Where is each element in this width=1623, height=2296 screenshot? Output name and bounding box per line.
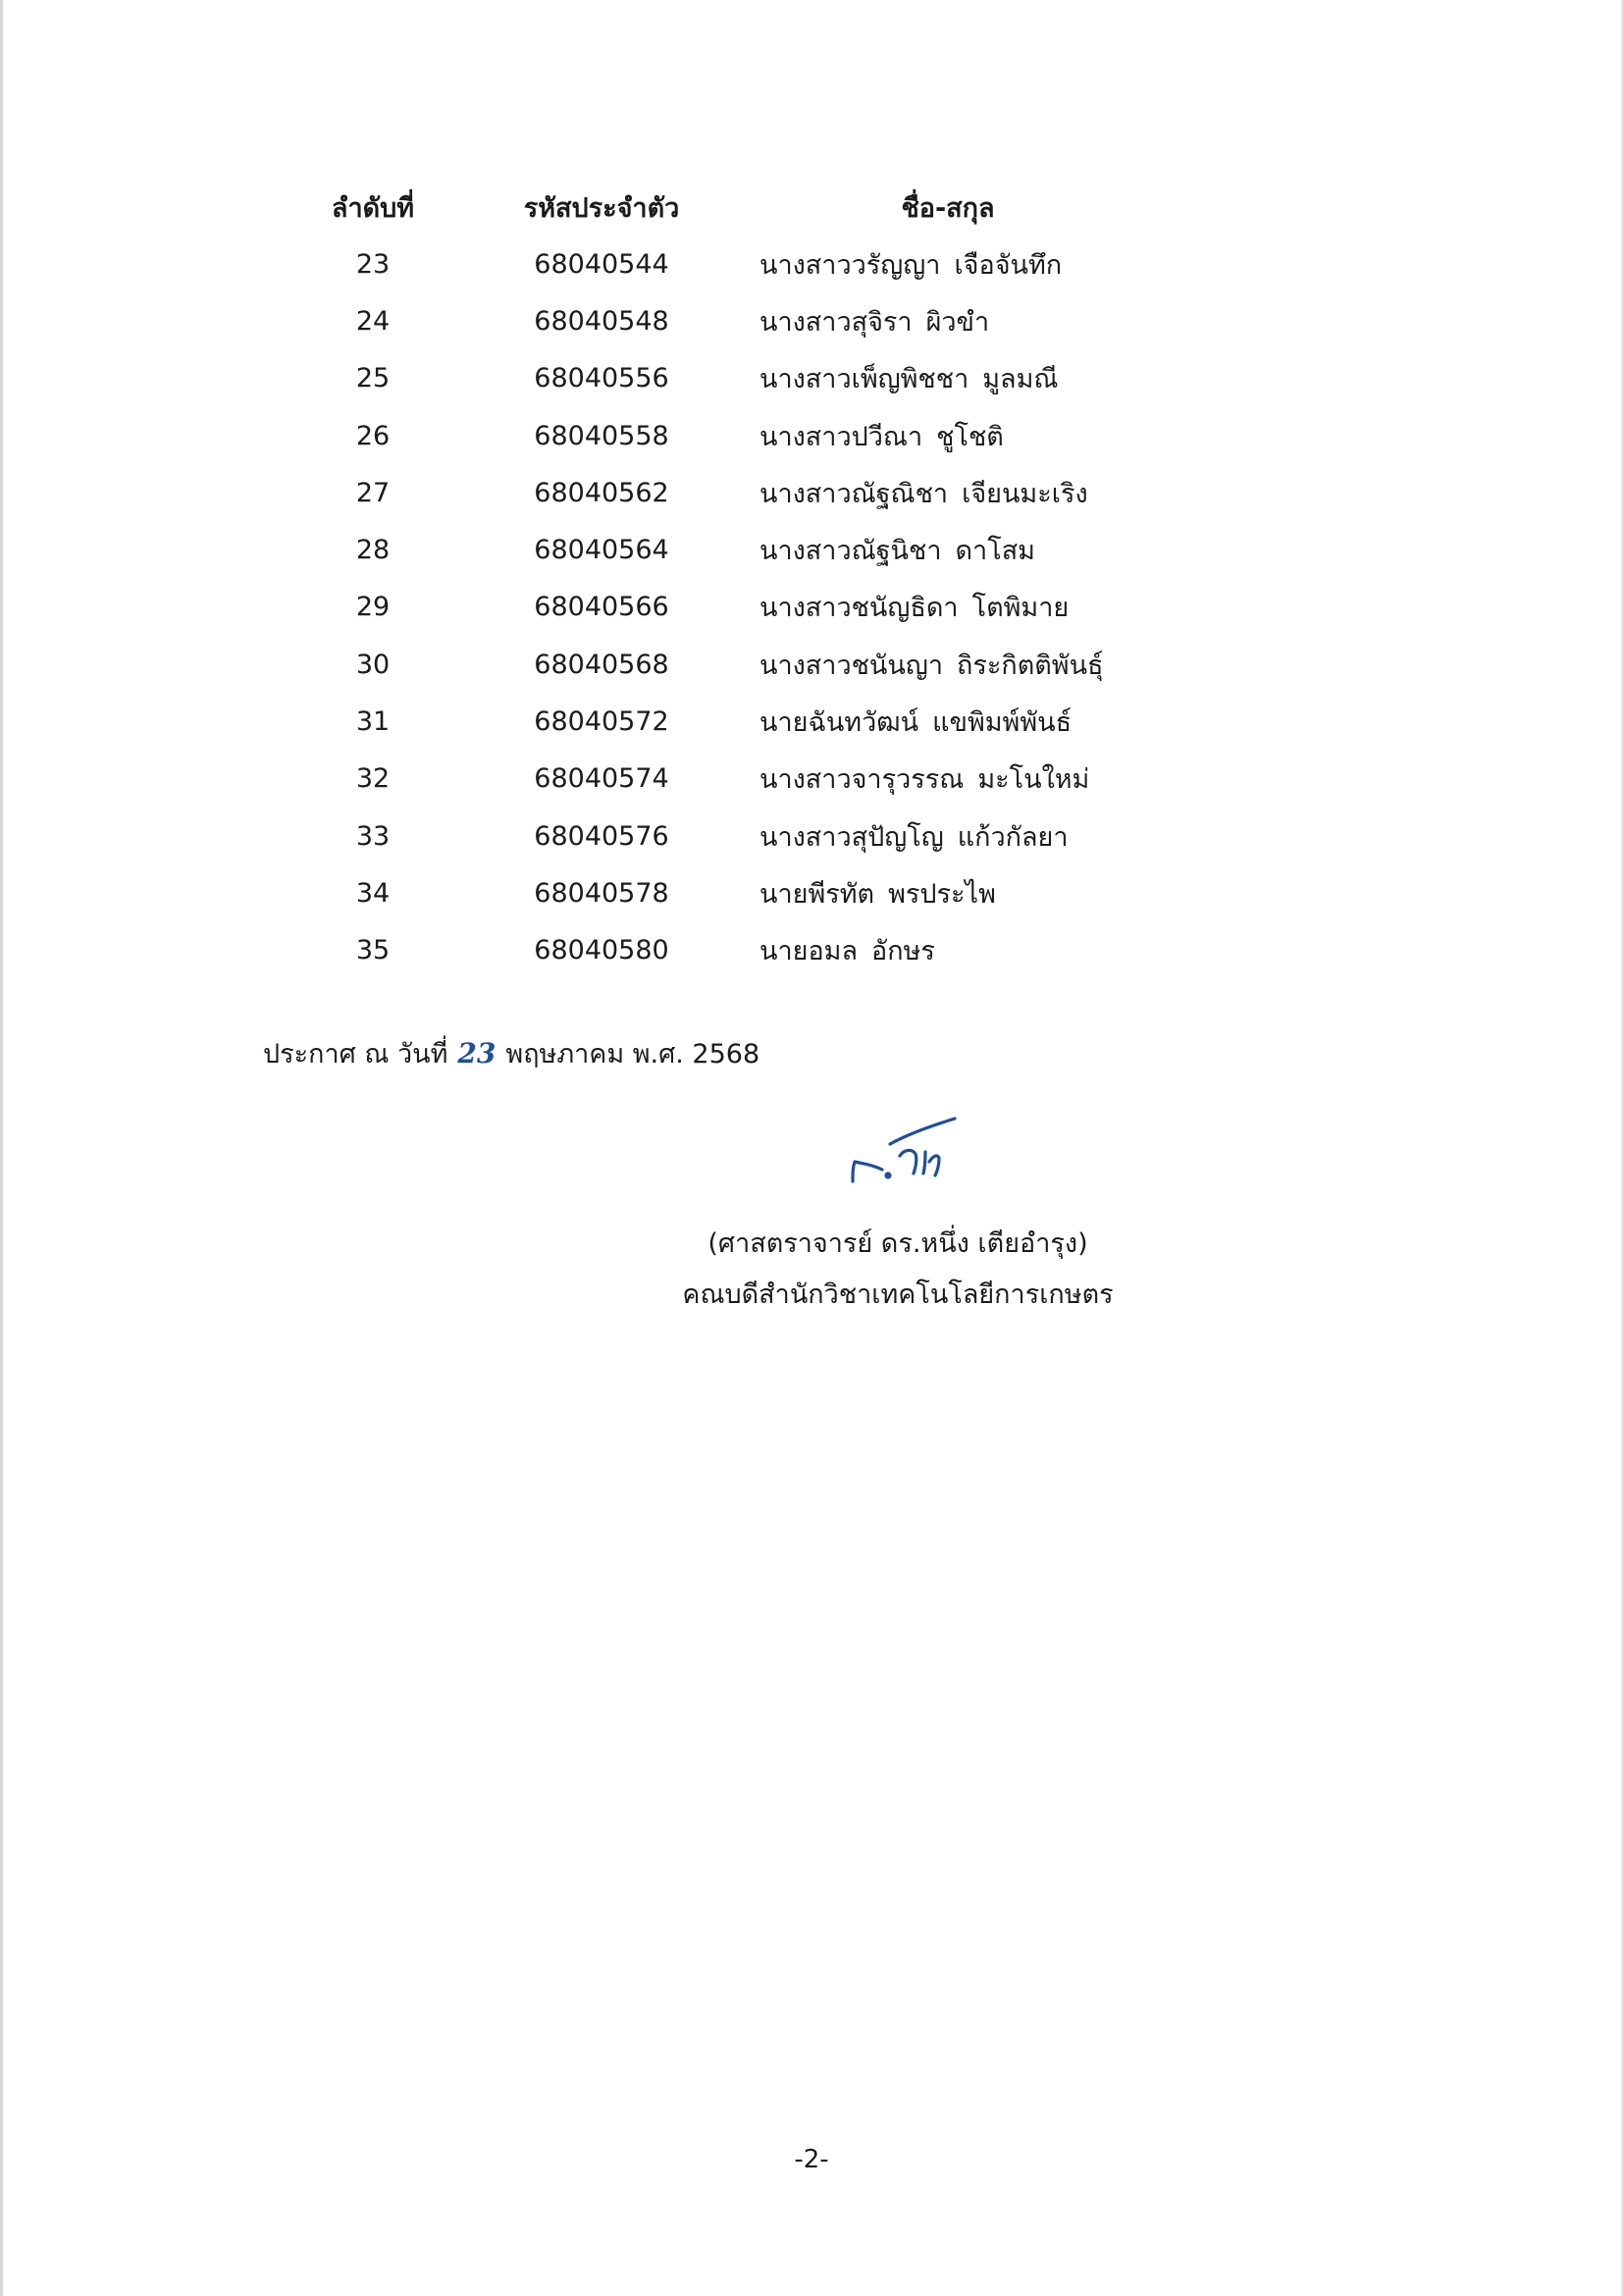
last-name: พรประไพ [888, 878, 996, 910]
row-no: 26 [355, 420, 391, 451]
first-name: นางสาวณัฐนิชา [759, 536, 942, 567]
last-name: อักษร [871, 936, 935, 967]
last-name: เจือจันทึก [954, 249, 1063, 281]
table-row [294, 235, 1291, 292]
row-name [752, 521, 1291, 578]
first-name: นางสาวชนันญา [759, 650, 944, 681]
announcement-prefix: ประกาศ ณ วันที่ [263, 1039, 448, 1070]
header-no: ลำดับที่ [331, 192, 415, 224]
table-row [294, 693, 1291, 750]
first-name: นางสาวปวีณา [759, 421, 923, 452]
last-name: โตพิมาย [971, 593, 1070, 624]
row-id: 68040566 [534, 592, 669, 623]
row-no: 29 [355, 592, 391, 623]
last-name: ผิวขำ [925, 306, 990, 338]
row-no: 28 [355, 535, 391, 566]
row-id: 68040580 [534, 935, 669, 966]
row-name [752, 636, 1291, 693]
header-name: ชื่อ-สกุล [901, 192, 995, 224]
row-name [752, 350, 1291, 407]
row-name [752, 464, 1291, 521]
first-name: นางสาวสุปัญโญ [759, 821, 944, 853]
row-id: 68040556 [534, 363, 669, 394]
table-body [294, 235, 1291, 979]
row-id: 68040568 [534, 649, 669, 680]
row-no: 24 [355, 305, 391, 337]
row-name [752, 579, 1291, 636]
table-row [294, 864, 1291, 921]
row-id: 68040572 [534, 706, 669, 738]
page-edge-left [0, 0, 3, 2296]
last-name: ชูโชติ [936, 421, 1004, 452]
last-name: มะโนใหม่ [977, 764, 1090, 796]
table-row [294, 521, 1291, 578]
row-no: 32 [355, 763, 391, 795]
table-row [294, 636, 1291, 693]
last-name: มูลมณี [982, 364, 1059, 395]
last-name: แขพิมพ์พันธ์ [932, 707, 1073, 739]
row-no: 30 [355, 649, 391, 680]
row-no: 35 [355, 935, 391, 966]
first-name: นางสาวเพ็ญพิชชา [759, 364, 969, 395]
announcement-date-line [263, 1032, 759, 1074]
first-name: นางสาวณัฐณิชา [759, 478, 949, 509]
row-no: 31 [355, 706, 391, 738]
row-no: 34 [355, 877, 391, 909]
table-row [294, 407, 1291, 464]
row-name [752, 808, 1291, 864]
signer-block [628, 1219, 1168, 1321]
row-id: 68040576 [534, 820, 669, 852]
table-row [294, 292, 1291, 349]
last-name: ดาโสม [955, 536, 1035, 567]
row-id: 68040574 [534, 763, 669, 795]
row-no: 23 [355, 248, 391, 280]
last-name: แก้วกัลยา [957, 821, 1069, 853]
row-id: 68040562 [534, 477, 669, 508]
row-name [752, 693, 1291, 750]
first-name: นางสาวสุจิรา [759, 306, 913, 338]
signature-icon [839, 1105, 976, 1203]
first-name: นายอมล [759, 936, 858, 967]
row-name [752, 235, 1291, 292]
last-name: ถิระกิตติพันธุ์ [957, 650, 1104, 681]
row-no: 27 [355, 477, 391, 508]
table-row [294, 350, 1291, 407]
student-roster-table [294, 179, 1291, 979]
row-id: 68040548 [534, 305, 669, 337]
row-id: 68040578 [534, 877, 669, 909]
row-no: 33 [355, 820, 391, 852]
row-name [752, 292, 1291, 349]
row-name [752, 407, 1291, 464]
row-name [752, 864, 1291, 921]
table-header-row [294, 179, 1291, 235]
first-name: นายฉันทวัฒน์ [759, 707, 919, 739]
row-id: 68040544 [534, 248, 669, 280]
first-name: นางสาววรัญญา [759, 249, 941, 281]
row-no: 25 [355, 363, 391, 394]
table-row [294, 464, 1291, 521]
table-row [294, 579, 1291, 636]
first-name: นางสาวชนัญธิดา [759, 593, 959, 624]
row-id: 68040564 [534, 535, 669, 566]
page-number: -2- [794, 2145, 829, 2174]
announcement-suffix: พฤษภาคม พ.ศ. 2568 [505, 1039, 760, 1070]
row-id: 68040558 [534, 420, 669, 451]
table-row [294, 808, 1291, 864]
table-row [294, 751, 1291, 808]
table-row [294, 922, 1291, 979]
last-name: เจียนมะเริง [962, 478, 1088, 509]
row-name [752, 751, 1291, 808]
first-name: นายพีรทัต [759, 878, 875, 910]
announcement-day-handwritten: 23 [457, 1037, 497, 1070]
row-name [752, 922, 1291, 979]
first-name: นางสาวจารุวรรณ [759, 764, 965, 796]
signer-name: (ศาสตราจารย์ ดร.หนึ่ง เตียอำรุง) [707, 1228, 1088, 1259]
header-id: รหัสประจำตัว [523, 192, 680, 224]
signer-position: คณบดีสำนักวิชาเทคโนโลยีการเกษตร [682, 1279, 1114, 1310]
